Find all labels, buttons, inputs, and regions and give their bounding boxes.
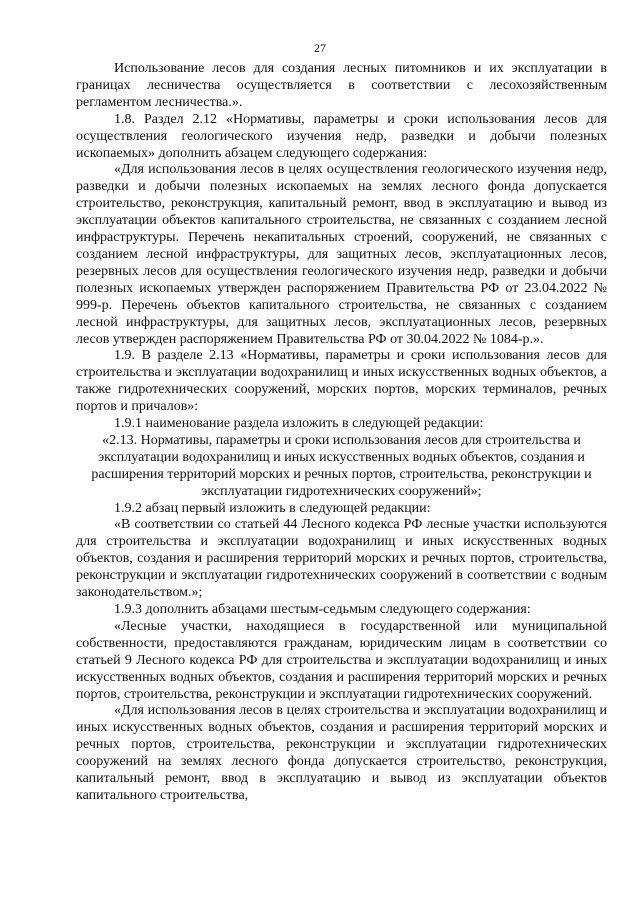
- paragraph-1-8-addition: «Для использования лесов в целях осуществления геологического изучения недр, разведки и добычи полезных ископаемых на землях лесного фонда допускается строительство, реконструкция, капитальный ремонт, ввод в эксплуатацию и вывод из эксплуатации объектов капитального строительства, не связанных с созданием лесной инфраструктуры. Перечень некапитальных строений, сооружений, не связанных с созданием лесной инфраструктуры, для защитных лесов, эксплуатационных лесов, резервных лесов для осуществления геологического изучения недр, разведки и добычи полезных ископаемых утвержден распоряжением Правительства РФ от 23.04.2022 № 999-р. Перечень объектов капитального строительства, не связанных с созданием лесной инфраструктуры, для защитных лесов, эксплуатационных лесов, резервных лесов утвержден распоряжением Правительства РФ от 30.04.2022 № 1084-р.».: [76, 162, 607, 347]
- paragraph-nursery-forests: Использование лесов для создания лесных питомников и их эксплуатации в границах лесничества осуществляется в соответствии с лесохозяйственным регламентом лесничества.».: [76, 61, 607, 110]
- paragraph-1-9-3-sixth: «Лесные участки, находящиеся в государственной или муниципальной собственности, предоставляются гражданам, юридическим лицам в соответствии со статьей 9 Лесного кодекса РФ для строительства и эксплуатации водохранилищ и иных искусственных водных объектов, создания и расширения территорий морских и речных портов, строительства, реконструкции и эксплуатации гидротехнических сооружений.: [76, 618, 607, 702]
- paragraph-1-9-3-seventh: «Для использования лесов в целях строительства и эксплуатации водохранилищ и иных искусственных водных объектов, создания и расширения территорий морских и речных портов, строительства, реконструкции и эксплуатации гидротехнических сооружений на землях лесного фонда допускается строительство, реконструкция, капитальный ремонт, ввод в эксплуатацию и вывод из эксплуатации объектов капитального строительства,: [76, 703, 607, 803]
- page-number: 27: [314, 41, 326, 55]
- paragraph-1-8: 1.8. Раздел 2.12 «Нормативы, параметры и сроки использования лесов для осуществления геологического изучения недр, разведки и добычи полезных ископаемых» дополнить абзацем следующего содержания:: [76, 111, 607, 161]
- paragraph-1-9-2-text: «В соответствии со статьей 44 Лесного кодекса РФ лесные участки используются для строительства и эксплуатации водохранилищ и иных искусственных водных объектов, создания и расширения территорий морских и речных портов, строительства, реконструкции и эксплуатации гидротехнических сооружений в соответствии с водным законодательством.»;: [76, 517, 607, 601]
- paragraph-1-9-2: 1.9.2 абзац первый изложить в следующей редакции:: [114, 500, 431, 516]
- paragraph-section-2-13-title: «2.13. Нормативы, параметры и сроки использования лесов для строительства и эксплуатации водохранилищ и иных искусственных водных объектов, создания и расширения территорий морских и речных портов, строительства, реконструкции и эксплуатации гидротехнических сооружений»;: [91, 432, 592, 499]
- paragraph-1-9: 1.9. В разделе 2.13 «Нормативы, параметры и сроки использования лесов для строительства и эксплуатации водохранилищ и иных искусственных водных объектов, а также гидротехнических сооружений, морских портов, морских терминалов, речных портов и причалов»:: [76, 348, 607, 415]
- document-body: [76, 61, 607, 805]
- paragraph-1-9-3: 1.9.3 дополнить абзацами шестым-седьмым следующего содержания:: [114, 602, 531, 617]
- paragraph-1-9-1: 1.9.1 наименование раздела изложить в следующей редакции:: [114, 416, 484, 432]
